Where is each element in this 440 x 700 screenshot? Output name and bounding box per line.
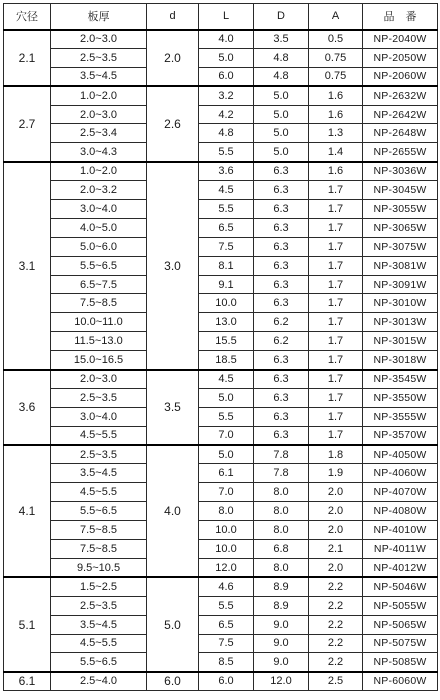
part-number-cell: NP-3091W <box>363 275 438 294</box>
part-number-cell: NP-5055W <box>363 596 438 615</box>
hole-diameter-cell: 3.1 <box>4 162 51 370</box>
big-d-cell: 6.3 <box>254 218 309 237</box>
big-d-cell: 8.0 <box>254 502 309 521</box>
d-cell: 3.0 <box>147 162 199 370</box>
plate-thickness-cell: 2.5~3.5 <box>51 596 147 615</box>
a-cell: 1.7 <box>309 388 363 407</box>
plate-thickness-cell: 6.5~7.5 <box>51 275 147 294</box>
big-d-cell: 6.3 <box>254 200 309 219</box>
part-number-cell: NP-4010W <box>363 521 438 540</box>
a-cell: 2.0 <box>309 502 363 521</box>
l-cell: 6.0 <box>199 67 254 86</box>
table-row <box>4 86 438 105</box>
part-number-cell: NP-3570W <box>363 426 438 445</box>
header-plate-thickness: 板厚 <box>51 4 147 30</box>
l-cell: 4.5 <box>199 181 254 200</box>
table-row <box>4 351 438 370</box>
a-cell: 1.7 <box>309 313 363 332</box>
table-row <box>4 294 438 313</box>
a-cell: 0.75 <box>309 48 363 67</box>
big-d-cell: 6.3 <box>254 181 309 200</box>
big-d-cell: 6.3 <box>254 275 309 294</box>
plate-thickness-cell: 4.5~5.5 <box>51 634 147 653</box>
plate-thickness-cell: 3.0~4.3 <box>51 143 147 162</box>
table-row <box>4 332 438 351</box>
plate-thickness-cell: 3.0~4.0 <box>51 200 147 219</box>
l-cell: 3.2 <box>199 86 254 105</box>
a-cell: 1.7 <box>309 181 363 200</box>
table-row <box>4 445 438 464</box>
l-cell: 10.0 <box>199 540 254 559</box>
a-cell: 2.2 <box>309 634 363 653</box>
l-cell: 9.1 <box>199 275 254 294</box>
part-number-cell: NP-4012W <box>363 558 438 577</box>
plate-thickness-cell: 5.5~6.5 <box>51 502 147 521</box>
a-cell: 2.0 <box>309 558 363 577</box>
part-number-cell: NP-4070W <box>363 483 438 502</box>
big-d-cell: 8.0 <box>254 483 309 502</box>
part-number-cell: NP-2632W <box>363 86 438 105</box>
header-big-d: D <box>254 4 309 30</box>
table-body <box>4 30 438 691</box>
big-d-cell: 9.0 <box>254 615 309 634</box>
a-cell: 2.2 <box>309 653 363 672</box>
a-cell: 1.7 <box>309 351 363 370</box>
plate-thickness-cell: 1.5~2.5 <box>51 577 147 596</box>
header-l: L <box>199 4 254 30</box>
plate-thickness-cell: 2.0~3.0 <box>51 30 147 49</box>
l-cell: 4.8 <box>199 124 254 143</box>
part-number-cell: NP-5046W <box>363 577 438 596</box>
table-row <box>4 407 438 426</box>
part-number-cell: NP-4060W <box>363 464 438 483</box>
part-number-cell: NP-2050W <box>363 48 438 67</box>
plate-thickness-cell: 5.5~6.5 <box>51 653 147 672</box>
a-cell: 1.7 <box>309 294 363 313</box>
l-cell: 6.0 <box>199 672 254 691</box>
big-d-cell: 5.0 <box>254 105 309 124</box>
big-d-cell: 6.3 <box>254 256 309 275</box>
l-cell: 6.5 <box>199 615 254 634</box>
l-cell: 7.0 <box>199 483 254 502</box>
big-d-cell: 6.3 <box>254 294 309 313</box>
big-d-cell: 8.9 <box>254 596 309 615</box>
l-cell: 7.5 <box>199 237 254 256</box>
big-d-cell: 12.0 <box>254 672 309 691</box>
a-cell: 1.7 <box>309 218 363 237</box>
table-row <box>4 124 438 143</box>
a-cell: 2.0 <box>309 521 363 540</box>
part-number-cell: NP-2648W <box>363 124 438 143</box>
table-row <box>4 672 438 691</box>
header-row <box>4 4 438 30</box>
big-d-cell: 4.8 <box>254 48 309 67</box>
table-row <box>4 30 438 49</box>
part-number-cell: NP-2655W <box>363 143 438 162</box>
a-cell: 1.7 <box>309 237 363 256</box>
part-number-cell: NP-3013W <box>363 313 438 332</box>
table-row <box>4 48 438 67</box>
l-cell: 4.6 <box>199 577 254 596</box>
a-cell: 1.4 <box>309 143 363 162</box>
part-number-cell: NP-4011W <box>363 540 438 559</box>
table-row <box>4 256 438 275</box>
table-row <box>4 143 438 162</box>
hole-diameter-cell: 6.1 <box>4 672 51 691</box>
l-cell: 13.0 <box>199 313 254 332</box>
big-d-cell: 7.8 <box>254 445 309 464</box>
l-cell: 5.0 <box>199 445 254 464</box>
plate-thickness-cell: 15.0~16.5 <box>51 351 147 370</box>
l-cell: 7.5 <box>199 634 254 653</box>
table-row <box>4 615 438 634</box>
part-number-cell: NP-2642W <box>363 105 438 124</box>
a-cell: 2.2 <box>309 577 363 596</box>
hole-diameter-cell: 4.1 <box>4 445 51 577</box>
plate-thickness-cell: 3.5~4.5 <box>51 464 147 483</box>
part-number-cell: NP-3081W <box>363 256 438 275</box>
a-cell: 1.9 <box>309 464 363 483</box>
big-d-cell: 6.3 <box>254 370 309 389</box>
table-row <box>4 483 438 502</box>
l-cell: 4.2 <box>199 105 254 124</box>
hole-diameter-cell: 5.1 <box>4 577 51 671</box>
big-d-cell: 5.0 <box>254 86 309 105</box>
plate-thickness-cell: 7.5~8.5 <box>51 294 147 313</box>
big-d-cell: 6.3 <box>254 407 309 426</box>
plate-thickness-cell: 9.5~10.5 <box>51 558 147 577</box>
plate-thickness-cell: 2.5~3.5 <box>51 48 147 67</box>
plate-thickness-cell: 1.0~2.0 <box>51 162 147 181</box>
table-row <box>4 426 438 445</box>
big-d-cell: 6.2 <box>254 313 309 332</box>
plate-thickness-cell: 5.0~6.0 <box>51 237 147 256</box>
a-cell: 1.7 <box>309 256 363 275</box>
header-part-number: 品 番 <box>363 4 438 30</box>
a-cell: 1.3 <box>309 124 363 143</box>
table-row <box>4 596 438 615</box>
d-cell: 6.0 <box>147 672 199 691</box>
l-cell: 5.0 <box>199 48 254 67</box>
a-cell: 0.75 <box>309 67 363 86</box>
plate-thickness-cell: 4.0~5.0 <box>51 218 147 237</box>
spec-table <box>3 3 438 691</box>
plate-thickness-cell: 11.5~13.0 <box>51 332 147 351</box>
plate-thickness-cell: 2.0~3.0 <box>51 370 147 389</box>
table-row <box>4 370 438 389</box>
plate-thickness-cell: 2.5~3.4 <box>51 124 147 143</box>
big-d-cell: 6.8 <box>254 540 309 559</box>
big-d-cell: 6.3 <box>254 388 309 407</box>
l-cell: 8.0 <box>199 502 254 521</box>
table-row <box>4 218 438 237</box>
part-number-cell: NP-3555W <box>363 407 438 426</box>
big-d-cell: 6.2 <box>254 332 309 351</box>
a-cell: 1.7 <box>309 332 363 351</box>
a-cell: 0.5 <box>309 30 363 49</box>
plate-thickness-cell: 5.5~6.5 <box>51 256 147 275</box>
a-cell: 2.0 <box>309 483 363 502</box>
part-number-cell: NP-3065W <box>363 218 438 237</box>
big-d-cell: 4.8 <box>254 67 309 86</box>
table-row <box>4 634 438 653</box>
table-row <box>4 464 438 483</box>
a-cell: 1.7 <box>309 370 363 389</box>
a-cell: 1.6 <box>309 105 363 124</box>
a-cell: 1.8 <box>309 445 363 464</box>
a-cell: 1.7 <box>309 426 363 445</box>
plate-thickness-cell: 3.0~4.0 <box>51 407 147 426</box>
d-cell: 2.0 <box>147 30 199 87</box>
l-cell: 4.0 <box>199 30 254 49</box>
part-number-cell: NP-6060W <box>363 672 438 691</box>
header-hole-diameter: 穴径 <box>4 4 51 30</box>
table-row <box>4 162 438 181</box>
big-d-cell: 6.3 <box>254 426 309 445</box>
a-cell: 1.7 <box>309 275 363 294</box>
part-number-cell: NP-3545W <box>363 370 438 389</box>
part-number-cell: NP-5085W <box>363 653 438 672</box>
table-row <box>4 653 438 672</box>
table-row <box>4 181 438 200</box>
plate-thickness-cell: 2.5~4.0 <box>51 672 147 691</box>
l-cell: 12.0 <box>199 558 254 577</box>
l-cell: 5.5 <box>199 200 254 219</box>
d-cell: 5.0 <box>147 577 199 671</box>
plate-thickness-cell: 7.5~8.5 <box>51 540 147 559</box>
a-cell: 2.2 <box>309 615 363 634</box>
big-d-cell: 8.0 <box>254 558 309 577</box>
table-row <box>4 558 438 577</box>
table-header <box>4 4 438 30</box>
part-number-cell: NP-4080W <box>363 502 438 521</box>
big-d-cell: 9.0 <box>254 634 309 653</box>
table-row <box>4 313 438 332</box>
l-cell: 5.5 <box>199 143 254 162</box>
plate-thickness-cell: 2.5~3.5 <box>51 388 147 407</box>
table-row <box>4 577 438 596</box>
l-cell: 8.5 <box>199 653 254 672</box>
plate-thickness-cell: 2.0~3.0 <box>51 105 147 124</box>
part-number-cell: NP-4050W <box>363 445 438 464</box>
part-number-cell: NP-3036W <box>363 162 438 181</box>
big-d-cell: 5.0 <box>254 124 309 143</box>
plate-thickness-cell: 3.5~4.5 <box>51 67 147 86</box>
a-cell: 1.7 <box>309 200 363 219</box>
part-number-cell: NP-3015W <box>363 332 438 351</box>
big-d-cell: 8.9 <box>254 577 309 596</box>
part-number-cell: NP-5065W <box>363 615 438 634</box>
table-row <box>4 237 438 256</box>
d-cell: 3.5 <box>147 370 199 446</box>
a-cell: 1.6 <box>309 86 363 105</box>
part-number-cell: NP-3075W <box>363 237 438 256</box>
l-cell: 6.5 <box>199 218 254 237</box>
big-d-cell: 7.8 <box>254 464 309 483</box>
d-cell: 4.0 <box>147 445 199 577</box>
part-number-cell: NP-3018W <box>363 351 438 370</box>
hole-diameter-cell: 3.6 <box>4 370 51 446</box>
l-cell: 6.1 <box>199 464 254 483</box>
l-cell: 8.1 <box>199 256 254 275</box>
big-d-cell: 3.5 <box>254 30 309 49</box>
l-cell: 5.0 <box>199 388 254 407</box>
part-number-cell: NP-3550W <box>363 388 438 407</box>
table-row <box>4 105 438 124</box>
big-d-cell: 8.0 <box>254 521 309 540</box>
table-row <box>4 200 438 219</box>
table-row <box>4 388 438 407</box>
part-number-cell: NP-3045W <box>363 181 438 200</box>
table-row <box>4 67 438 86</box>
big-d-cell: 6.3 <box>254 162 309 181</box>
hole-diameter-cell: 2.1 <box>4 30 51 87</box>
big-d-cell: 9.0 <box>254 653 309 672</box>
table-row <box>4 502 438 521</box>
l-cell: 4.5 <box>199 370 254 389</box>
plate-thickness-cell: 7.5~8.5 <box>51 521 147 540</box>
plate-thickness-cell: 10.0~11.0 <box>51 313 147 332</box>
part-number-cell: NP-2060W <box>363 67 438 86</box>
table-row <box>4 540 438 559</box>
l-cell: 5.5 <box>199 407 254 426</box>
l-cell: 15.5 <box>199 332 254 351</box>
a-cell: 1.7 <box>309 407 363 426</box>
d-cell: 2.6 <box>147 86 199 162</box>
plate-thickness-cell: 2.0~3.2 <box>51 181 147 200</box>
big-d-cell: 6.3 <box>254 351 309 370</box>
l-cell: 18.5 <box>199 351 254 370</box>
a-cell: 1.6 <box>309 162 363 181</box>
l-cell: 10.0 <box>199 521 254 540</box>
a-cell: 2.2 <box>309 596 363 615</box>
l-cell: 3.6 <box>199 162 254 181</box>
l-cell: 7.0 <box>199 426 254 445</box>
big-d-cell: 5.0 <box>254 143 309 162</box>
big-d-cell: 6.3 <box>254 237 309 256</box>
plate-thickness-cell: 4.5~5.5 <box>51 483 147 502</box>
a-cell: 2.1 <box>309 540 363 559</box>
plate-thickness-cell: 4.5~5.5 <box>51 426 147 445</box>
part-number-cell: NP-5075W <box>363 634 438 653</box>
hole-diameter-cell: 2.7 <box>4 86 51 162</box>
plate-thickness-cell: 3.5~4.5 <box>51 615 147 634</box>
plate-thickness-cell: 1.0~2.0 <box>51 86 147 105</box>
plate-thickness-cell: 2.5~3.5 <box>51 445 147 464</box>
part-number-cell: NP-3010W <box>363 294 438 313</box>
a-cell: 2.5 <box>309 672 363 691</box>
table-row <box>4 521 438 540</box>
l-cell: 10.0 <box>199 294 254 313</box>
header-d: d <box>147 4 199 30</box>
table-row <box>4 275 438 294</box>
l-cell: 5.5 <box>199 596 254 615</box>
part-number-cell: NP-3055W <box>363 200 438 219</box>
part-number-cell: NP-2040W <box>363 30 438 49</box>
header-a: A <box>309 4 363 30</box>
